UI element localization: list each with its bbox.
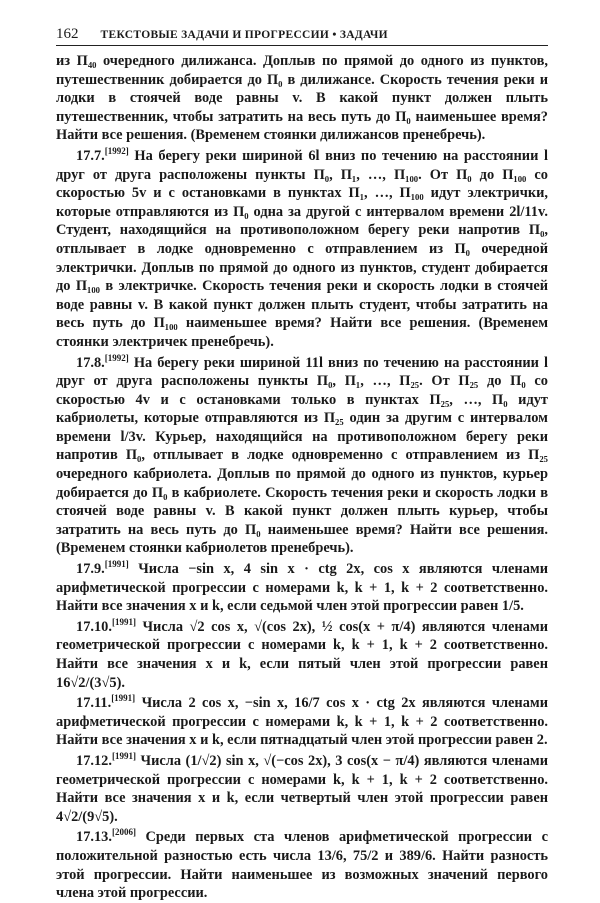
problem-number: 17.13.: [76, 829, 112, 846]
problem-year: [1992]: [104, 352, 129, 363]
problem-year: [1991]: [111, 751, 136, 762]
page-header: [56, 26, 548, 46]
problem-17-11: [56, 694, 548, 750]
page-number: 162: [56, 26, 79, 42]
problem-17-9: [56, 560, 548, 616]
running-title: ТЕКСТОВЫЕ ЗАДАЧИ И ПРОГРЕССИИ • ЗАДАЧИ: [100, 29, 388, 41]
problem-number: 17.7.: [76, 147, 105, 164]
problem-17-10: [56, 618, 548, 692]
problem-number: 17.12.: [76, 752, 112, 769]
problem-year: [1991]: [104, 559, 129, 570]
problem-year: [2006]: [111, 827, 136, 838]
problem-number: 17.9.: [76, 561, 105, 578]
problem-text: Числа −sin x, 4 sin x · ctg 2x, cos x являются членами арифметической прогрессии с номерами k, k + 1, k + 2 соответственно. Найти все значения x и k, если седьмой член этой прогрессии равен 1/5.: [56, 561, 548, 615]
problem-text: Среди первых ста членов арифметической прогрессии с положительной разностью есть числа 13/6, 75/2 и 389/6. Найти разность этой прогрессии. Найти наименьшее из возможных значений первого члена этой прогрессии.: [56, 829, 548, 902]
problem-number: 17.10.: [76, 618, 112, 635]
problem-17-7: [56, 147, 548, 352]
problem-number: 17.8.: [76, 354, 105, 371]
problem-text: Числа (1/√2) sin x, √(−cos 2x), 3 cos(x − π/4) являются членами геометрической прогрессии с номерами k, k + 1, k + 2 соответственно. Найти все значения x и k, если четвертый член этой прогрессии равен 4√2/(9√5).: [56, 752, 548, 825]
problem-text: Числа √2 cos x, √(cos 2x), ½ cos(x + π/4) являются членами геометрической прогрессии с номерами k, k + 1, k + 2 соответственно. Найти все значения x и k, если пятый член этой прогрессии равен 16√2/(3√5).: [56, 618, 548, 691]
problem-year: [1992]: [104, 146, 129, 157]
problem-year: [1991]: [111, 617, 136, 628]
problem-number: 17.11.: [76, 695, 112, 712]
problem-17-8: [56, 354, 548, 559]
problem-17-13: [56, 828, 548, 902]
continuation-paragraph: из П₄₀ очередного дилижанса. Доплыв по прямой до одного из пунктов, путешественник добирается до П₀ в дилижансе. Скорость течения реки и лодки в стоячей воде равны v. В какой пункт должен плыть путешественник, чтобы затратить на весь путь до П₀ наименьшее время? Найти все решения. (Временем стоянки дилижансов пренебречь).: [56, 53, 548, 144]
problem-text: На берегу реки шириной 6l вниз по течению на расстоянии l друг от друга расположены пункты П₀, П₁, …, П₁₀₀. От П₀ до П₁₀₀ со скоростью 5v и с остановками в пунктах П₁, …, П₁₀₀ идут электрички, которые отправляются из П₀ одна за другой с интервалом времени 2l/11v. Студент, находящийся на противоположном берегу реки напротив П₀, отплывает в лодке одновременно с отправлением из П₀ очередной электрички. Доплыв по прямой до одного из пунктов, студент добирается до П₁₀₀ в электричке. Скорость течения реки и скорость лодки в стоячей воде равны v. В какой пункт должен плыть студент, чтобы затратить на весь путь до П₁₀₀ наименьшее время? Найти все решения. (Временем стоянки электричек пренебречь).: [56, 147, 548, 350]
problem-17-12: [56, 752, 548, 826]
problem-year: [1991]: [111, 693, 136, 704]
problem-text: На берегу реки шириной 11l вниз по течению на расстоянии l друг от друга расположены пункты П₀, П₁, …, П₂₅. От П₂₅ до П₀ со скоростью 4v и с остановками только в пунктах П₂₅, …, П₀ идут кабриолеты, которые отправляются из П₂₅ один за другим с интервалом времени l/3v. Курьер, находящийся на противоположном берегу реки напротив П₀, отплывает в лодке одновременно с отправлением из П₂₅ очередного кабриолета. Доплыв по прямой до одного из пунктов, курьер добирается до П₀ в кабриолете. Скорость течения реки и скорость лодки в стоячей воде равны v. В какой пункт должен плыть курьер, чтобы затратить на весь путь до П₀ наименьшее время? Найти все решения. (Временем стоянки кабриолетов пренебречь).: [56, 354, 548, 557]
problem-text: Числа 2 cos x, −sin x, 16/7 cos x · ctg 2x являются членами арифметической прогрессии с номерами k, k + 1, k + 2 соответственно. Найти все значения x и k, если пятнадцатый член этой прогрессии равен 2.: [56, 695, 548, 749]
